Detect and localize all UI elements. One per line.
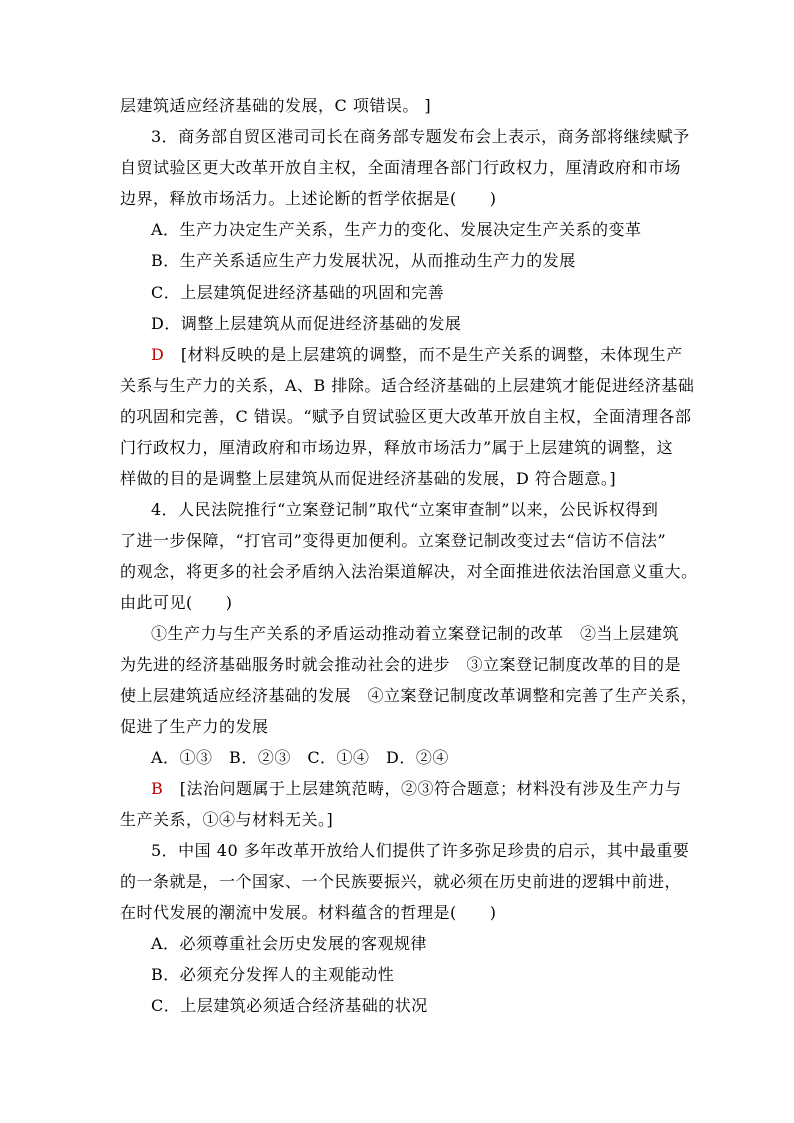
option-c: C．上层建筑促进经济基础的巩固和完善 — [151, 283, 445, 302]
answer-explanation — [151, 344, 683, 366]
answer-letter: D — [151, 345, 165, 364]
text-line: 的观念，将更多的社会矛盾纳入法治渠道解决，对全面推进依法治国意义重大。 — [120, 562, 698, 581]
text-line: 边界，释放市场活力。上述论断的哲学依据是( ) — [120, 189, 497, 208]
option-b: B．必须充分发挥人的主观能动性 — [151, 965, 395, 984]
text-line: 自贸试验区更大改革开放自主权，全面清理各部门行政权力，厘清政府和市场 — [120, 158, 682, 177]
text-line: 的一条就是，一个国家、一个民族要振兴，就必须在历史前进的逻辑中前进， — [120, 872, 682, 891]
explanation-text: [法治问题属于上层建筑范畴，②③符合题意；材料没有涉及生产力与 — [179, 779, 682, 798]
text-line: 关系与生产力的关系，A、B 排除。适合经济基础的上层建筑才能促进经济基础 — [120, 376, 695, 395]
text-line: 的巩固和完善，C 错误。“赋予自贸试验区更大改革开放自主权，全面清理各部 — [120, 407, 692, 426]
answer-letter: B — [151, 779, 164, 798]
text-line: 由此可见( ) — [120, 593, 233, 612]
text-line: 了进一步保障，“打官司”变得更加便利。立案登记制改变过去“信访不信法” — [120, 531, 667, 550]
question-3-stem: 3．商务部自贸区港司司长在商务部专题发布会上表示，商务部将继续赋予 — [151, 127, 690, 146]
option-b: B．生产关系适应生产力发展状况，从而推动生产力的发展 — [151, 251, 576, 270]
statement-line: 为先进的经济基础服务时就会推动社会的进步 ③立案登记制度改革的目的是 — [120, 655, 682, 674]
option-d: D．调整上层建筑从而促进经济基础的发展 — [151, 314, 462, 333]
text-line: 生产关系，①④与材料无关。] — [120, 810, 334, 829]
statement-line: 促进了生产力的发展 — [120, 717, 269, 736]
text-line: 层建筑适应经济基础的发展，C 项错误。 ] — [120, 96, 432, 115]
explanation-text: [材料反映的是上层建筑的调整，而不是生产关系的调整，未体现生产 — [180, 345, 683, 364]
option-a: A．生产力决定生产关系，生产力的变化、发展决定生产关系的变革 — [151, 220, 642, 239]
text-line: 门行政权力，厘清政府和市场边界，释放市场活力”属于上层建筑的调整，这 — [120, 438, 674, 457]
option-a: A．必须尊重社会历史发展的客观规律 — [151, 934, 428, 953]
question-5-stem: 5．中国 40 多年改革开放给人们提供了许多弥足珍贵的启示，其中最重要 — [151, 841, 690, 860]
statement-line: 使上层建筑适应经济基础的发展 ④立案登记制度改革调整和完善了生产关系， — [120, 686, 698, 705]
answer-explanation — [151, 778, 682, 800]
option-c: C．上层建筑必须适合经济基础的状况 — [151, 996, 428, 1015]
text-line: 在时代发展的潮流中发展。材料蕴含的哲理是( ) — [120, 903, 497, 922]
question-4-stem: 4．人民法院推行“立案登记制”取代“立案审查制”以来，公民诉权得到 — [151, 500, 659, 519]
options-row: A．①③ B．②③ C．①④ D．②④ — [151, 748, 449, 767]
statement-line: ①生产力与生产关系的矛盾运动推动着立案登记制的改革 ②当上层建筑 — [151, 624, 680, 643]
text-line: 样做的目的是调整上层建筑从而促进经济基础的发展，D 符合题意。] — [120, 469, 617, 488]
